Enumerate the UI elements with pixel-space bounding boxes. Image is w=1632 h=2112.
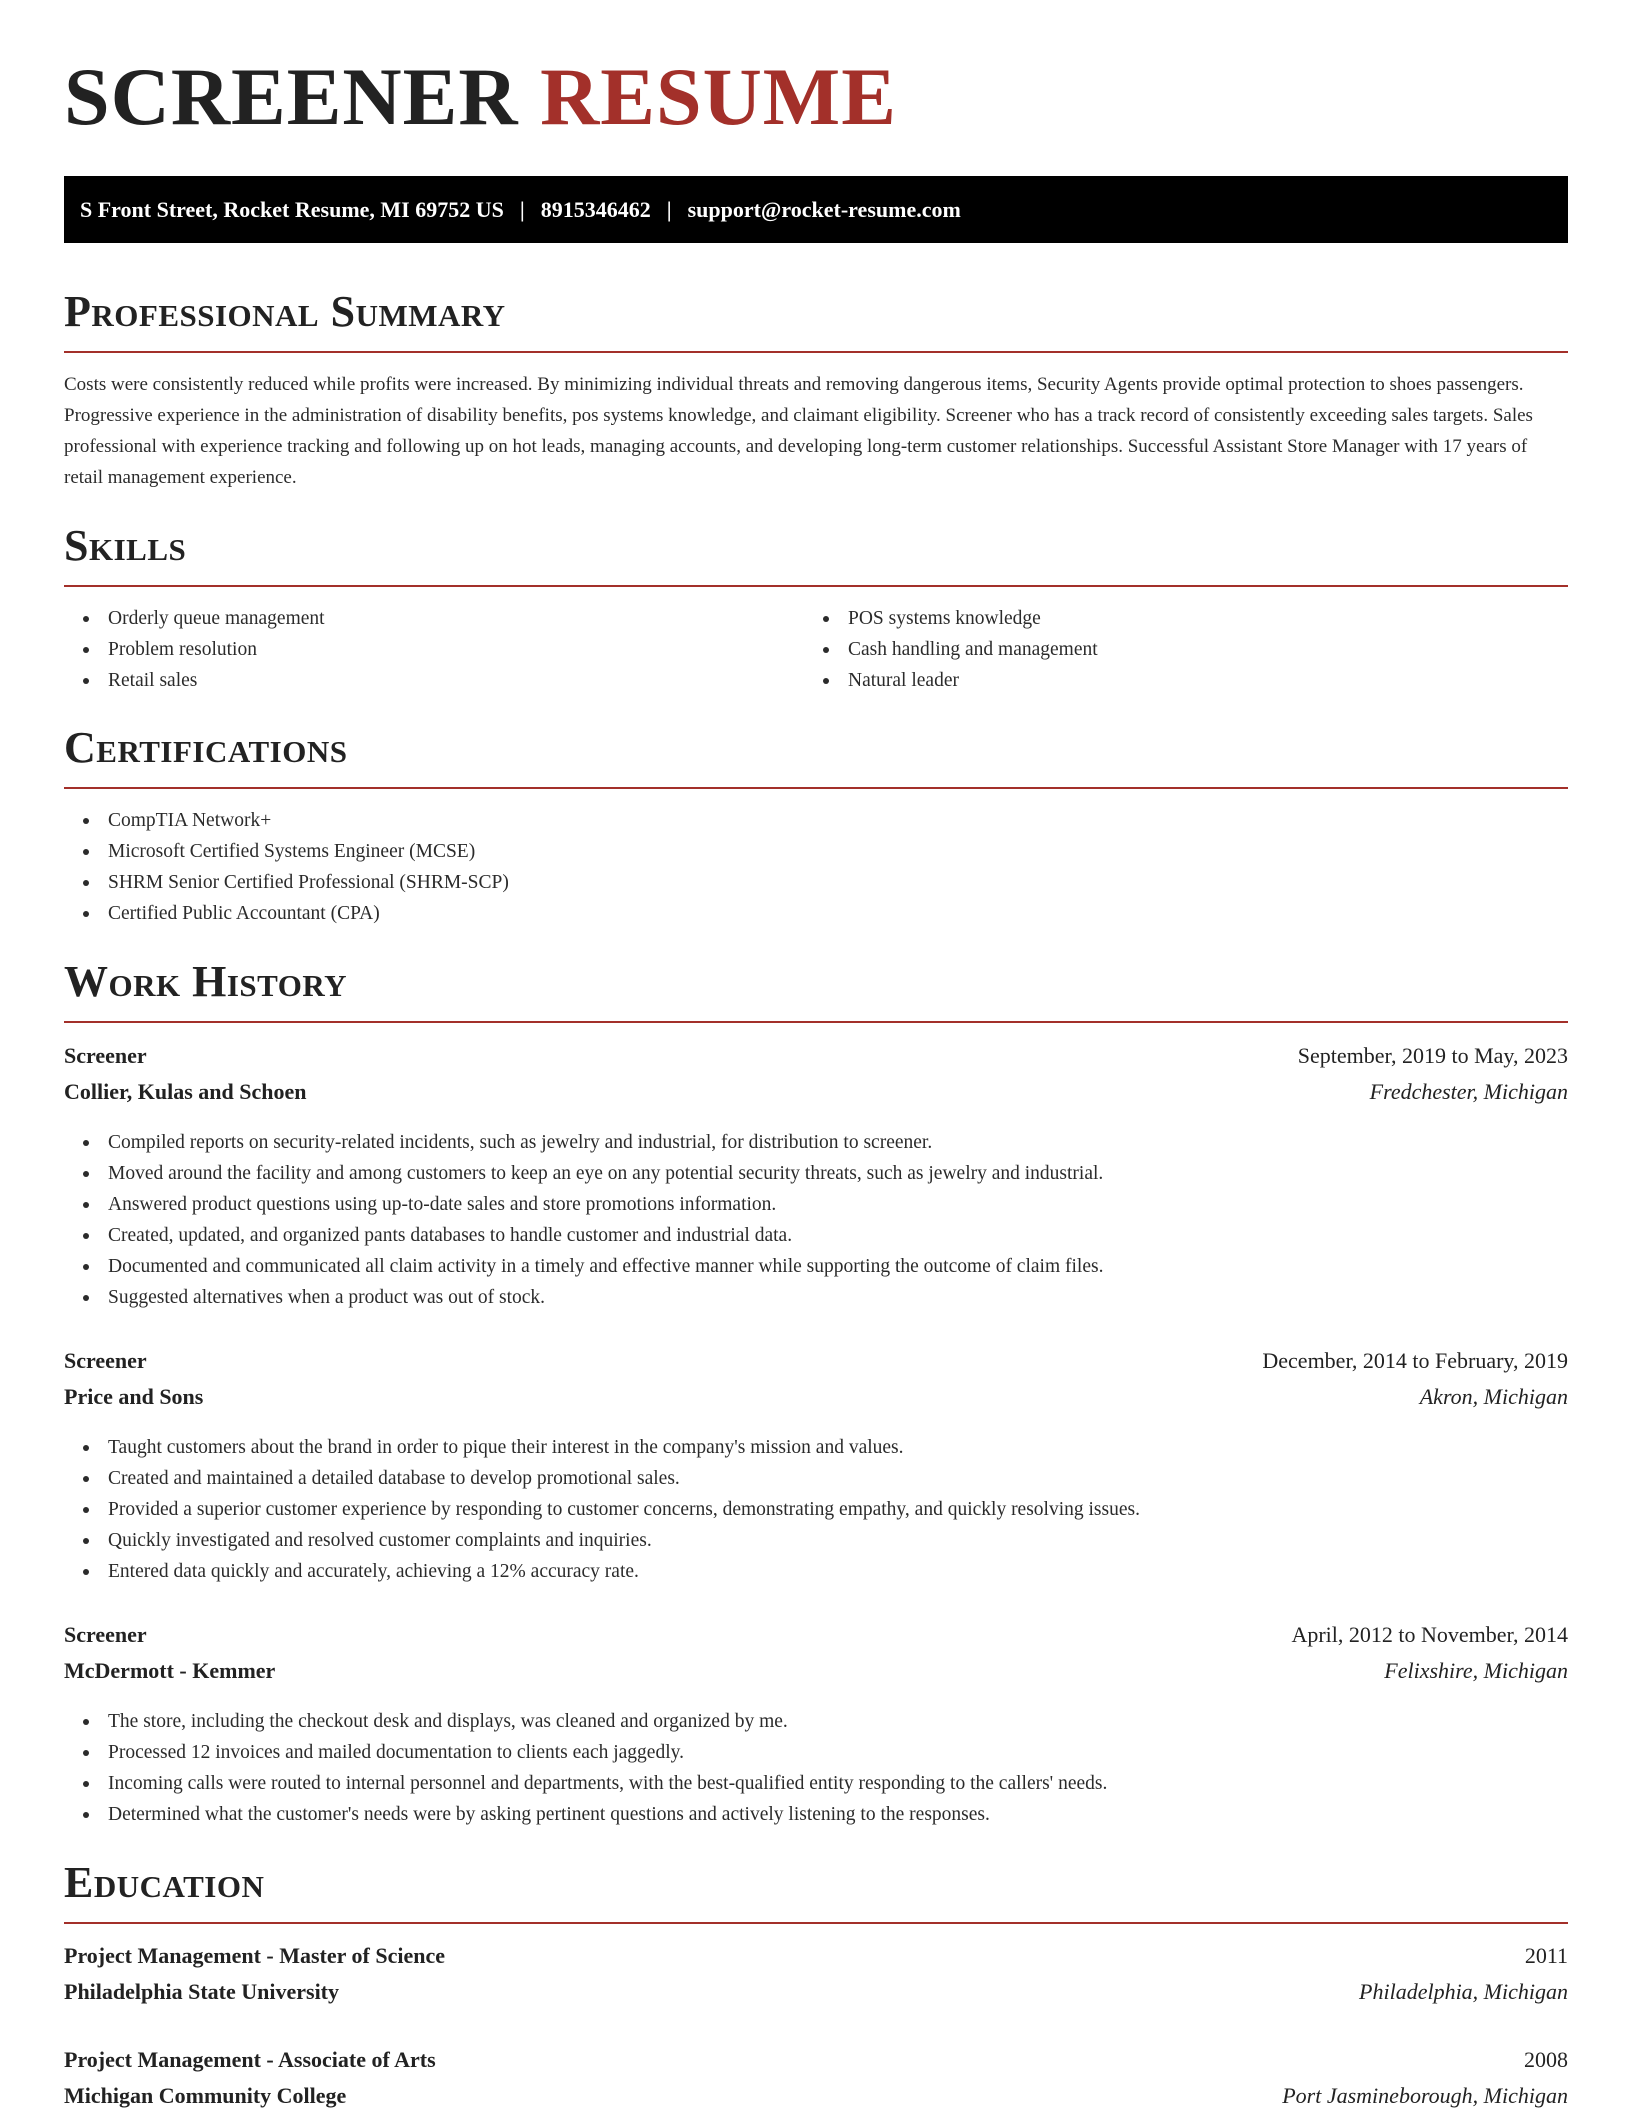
job-company: Price and Sons: [64, 1384, 204, 1409]
skills-list-right: [804, 603, 1098, 696]
section-title-education: Education: [64, 1858, 265, 1907]
certification-item: Certified Public Accountant (CPA): [64, 898, 509, 929]
education-school: Philadelphia State University: [64, 1979, 340, 2004]
job-title: Screener: [64, 1043, 147, 1068]
job-dates: September, 2019 to May, 2023: [1297, 1043, 1568, 1068]
skill-item: POS systems knowledge: [804, 603, 1098, 634]
skill-item: Retail sales: [64, 665, 325, 696]
job-company: McDermott - Kemmer: [64, 1658, 276, 1683]
job-employer: [64, 1079, 1568, 1105]
certifications-list: [64, 805, 509, 929]
job-bullet: Entered data quickly and accurately, achieving a 12% accuracy rate.: [64, 1556, 1140, 1587]
summary-text: Costs were consistently reduced while profits were increased. By minimizing individual threats and removing dangerous items, Security Agents provide optimal protection to shoes passengers. Progressive experience in the administration of disability benefits, pos systems knowledge, and claimant eligibility. Screener who has a track record of consistently exceeding sales targets. Sales professional with experience tracking and following up on hot leads, managing accounts, and developing long-term customer relationships. Successful Assistant Store Manager with 17 years of retail management experience.: [64, 374, 1533, 488]
education-location: Port Jasmineborough, Michigan: [1282, 2083, 1568, 2108]
skills-list-left: [64, 603, 325, 696]
section-divider: [64, 1922, 1568, 1924]
education-year: 2011: [1524, 1943, 1568, 1968]
resume-name: [64, 51, 897, 142]
section-divider: [64, 1021, 1568, 1023]
section-divider: [64, 787, 1568, 789]
job-bullet: Quickly investigated and resolved customer complaints and inquiries.: [64, 1525, 1140, 1556]
job-header: [64, 1043, 1568, 1069]
contact-separator: |: [666, 196, 672, 222]
contact-email: support@rocket-resume.com: [687, 196, 961, 222]
certification-item: SHRM Senior Certified Professional (SHRM-SCP): [64, 867, 509, 898]
job-dates: April, 2012 to November, 2014: [1291, 1622, 1568, 1647]
contact-address: S Front Street, Rocket Resume, MI 69752 US: [80, 196, 504, 222]
education-year: 2008: [1524, 2047, 1568, 2072]
job-header: [64, 1622, 1568, 1648]
certification-item: CompTIA Network+: [64, 805, 509, 836]
education-school-row: [64, 2083, 1568, 2109]
education-school-row: [64, 1979, 1568, 2005]
education-degree: Project Management - Master of Science: [64, 1943, 445, 1968]
job-bullets: [64, 1432, 1140, 1587]
education-header: [64, 2047, 1568, 2073]
contact-phone: 8915346462: [540, 196, 651, 222]
section-title-work-history: Work History: [64, 957, 348, 1006]
job-bullet: Processed 12 invoices and mailed documentation to clients each jaggedly.: [64, 1737, 1107, 1768]
section-title-certifications: Certifications: [64, 723, 348, 772]
education-degree: Project Management - Associate of Arts: [64, 2047, 436, 2072]
job-location: Felixshire, Michigan: [1384, 1658, 1568, 1683]
job-company: Collier, Kulas and Schoen: [64, 1079, 307, 1104]
last-name: RESUME: [540, 51, 897, 142]
job-bullet: Compiled reports on security-related incidents, such as jewelry and industrial, for distribution to screener.: [64, 1127, 1103, 1158]
certification-item: Microsoft Certified Systems Engineer (MCSE): [64, 836, 509, 867]
contact-bar: [64, 176, 1568, 243]
job-bullet: The store, including the checkout desk and displays, was cleaned and organized by me.: [64, 1706, 1107, 1737]
job-location: Fredchester, Michigan: [1369, 1079, 1568, 1104]
section-title-summary: Professional Summary: [64, 287, 506, 336]
first-name: SCREENER: [64, 51, 519, 142]
education-location: Philadelphia, Michigan: [1359, 1979, 1568, 2004]
job-bullet: Documented and communicated all claim activity in a timely and effective manner while supporting the outcome of claim files.: [64, 1251, 1103, 1282]
skill-item: Cash handling and management: [804, 634, 1098, 665]
job-bullets: [64, 1127, 1103, 1313]
skill-item: Natural leader: [804, 665, 1098, 696]
job-location: Akron, Michigan: [1419, 1384, 1568, 1409]
job-bullet: Created, updated, and organized pants databases to handle customer and industrial data.: [64, 1220, 1103, 1251]
job-bullet: Answered product questions using up-to-date sales and store promotions information.: [64, 1189, 1103, 1220]
job-bullet: Created and maintained a detailed database to develop promotional sales.: [64, 1463, 1140, 1494]
job-header: [64, 1348, 1568, 1374]
job-bullet: Incoming calls were routed to internal personnel and departments, with the best-qualified entity responding to the callers' needs.: [64, 1768, 1107, 1799]
job-employer: [64, 1384, 1568, 1410]
section-divider: [64, 585, 1568, 587]
education-header: [64, 1943, 1568, 1969]
certifications-section: [64, 723, 1568, 772]
skill-item: Problem resolution: [64, 634, 325, 665]
skill-item: Orderly queue management: [64, 603, 325, 634]
contact-separator: |: [519, 196, 525, 222]
education-school: Michigan Community College: [64, 2083, 347, 2108]
section-title-skills: Skills: [64, 521, 187, 570]
job-bullets: [64, 1706, 1107, 1830]
job-employer: [64, 1658, 1568, 1684]
job-bullet: Moved around the facility and among customers to keep an eye on any potential security threats, such as jewelry and industrial.: [64, 1158, 1103, 1189]
job-bullet: Determined what the customer's needs were by asking pertinent questions and actively listening to the responses.: [64, 1799, 1107, 1830]
section-divider: [64, 351, 1568, 353]
education-section: [64, 1858, 1568, 1907]
job-dates: December, 2014 to February, 2019: [1262, 1348, 1568, 1373]
job-bullet: Suggested alternatives when a product was out of stock.: [64, 1282, 1103, 1313]
job-title: Screener: [64, 1622, 147, 1647]
skills-section: [64, 521, 1568, 570]
work-history-section: [64, 957, 1568, 1006]
summary-section: [64, 287, 1568, 336]
job-bullet: Taught customers about the brand in order to pique their interest in the company's mission and values.: [64, 1432, 1140, 1463]
job-title: Screener: [64, 1348, 147, 1373]
job-bullet: Provided a superior customer experience by responding to customer concerns, demonstrating empathy, and quickly resolving issues.: [64, 1494, 1140, 1525]
